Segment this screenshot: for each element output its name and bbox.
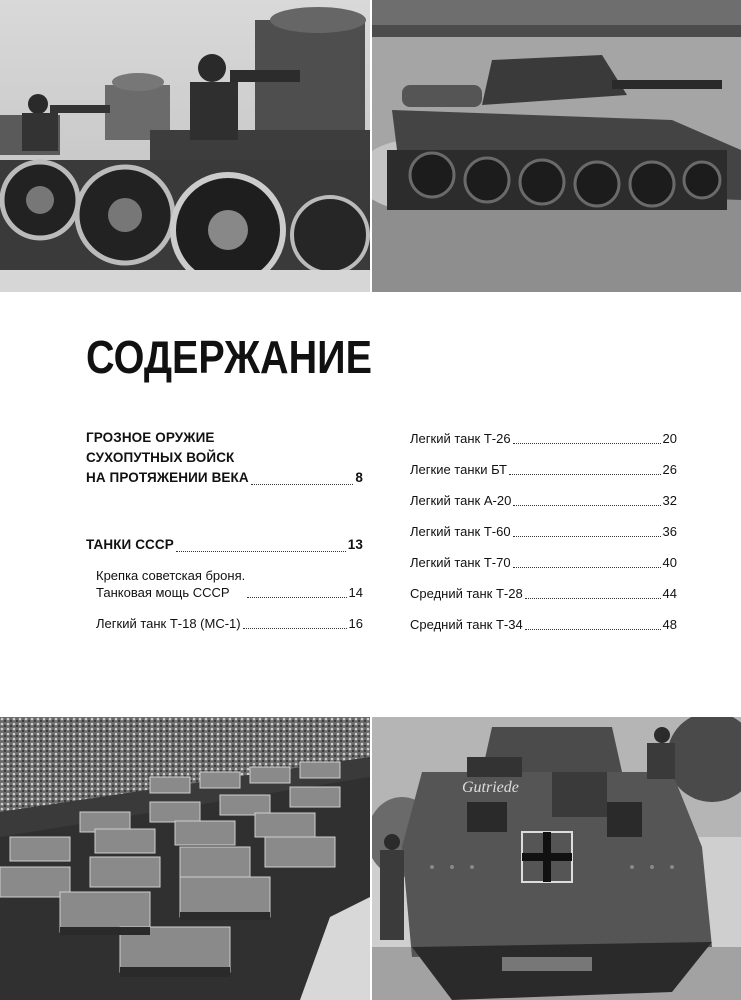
toc-entry-label: ГРОЗНОЕ ОРУЖИЕ СУХОПУТНЫХ ВОЙСК НА ПРОТЯЖЕНИИ ВЕКА [86, 430, 249, 485]
dotted-leader [525, 629, 661, 630]
dotted-leader [243, 628, 347, 629]
toc-page-number: 44 [662, 586, 677, 601]
toc-entry-section-1[interactable] [86, 428, 363, 488]
toc-entry-label: Легкий танк А-20 [410, 493, 512, 508]
toc-entry[interactable] [410, 616, 677, 633]
toc-page-number: 32 [662, 493, 677, 508]
toc-page-number: 8 [355, 470, 363, 485]
toc-entry[interactable] [410, 430, 677, 447]
toc-entry-label: Средний танк Т-34 [410, 617, 523, 632]
svg-text:Gutriede: Gutriede [462, 779, 519, 796]
page-title: СОДЕРЖАНИЕ [86, 331, 372, 383]
toc-entry-label: ТАНКИ СССР [86, 537, 174, 552]
toc-page-number: 36 [662, 524, 677, 539]
dotted-leader [509, 474, 661, 475]
toc-page-number: 13 [347, 537, 363, 552]
toc-entry-label: Легкий танк Т-70 [410, 555, 511, 570]
toc-entry[interactable] [410, 492, 677, 509]
toc-entry[interactable] [410, 554, 677, 571]
dotted-leader [251, 484, 354, 485]
toc-page-number: 26 [662, 462, 677, 477]
toc-entry[interactable] [410, 523, 677, 540]
dotted-leader [513, 567, 661, 568]
dotted-leader [247, 597, 346, 598]
dotted-leader [513, 443, 661, 444]
toc-entry-label: Легкий танк Т-26 [410, 431, 511, 446]
dotted-leader [513, 505, 660, 506]
toc-subsection-list [96, 567, 363, 632]
toc-entry-label: Легкие танки БТ [410, 462, 507, 477]
toc-entry[interactable] [96, 615, 363, 632]
toc-entry-label: Крепка советская броня. Танковая мощь СССР [96, 568, 246, 600]
toc-left-column [86, 428, 363, 646]
toc-entry[interactable] [410, 585, 677, 602]
photo-t34-field [372, 0, 741, 292]
toc-page-number: 40 [662, 555, 677, 570]
dotted-leader [176, 551, 346, 552]
photo-a7v-tank [372, 717, 741, 1000]
toc-page-number: 16 [348, 616, 363, 631]
toc-entry-section-2[interactable] [86, 535, 363, 555]
photo-light-tanks-parade [0, 717, 370, 1000]
toc-entry-label: Легкий танк Т-60 [410, 524, 511, 539]
toc-entry[interactable] [96, 567, 363, 601]
dotted-leader [525, 598, 661, 599]
toc-page-number: 20 [662, 431, 677, 446]
toc-page-number: 48 [662, 617, 677, 632]
toc-page-number: 14 [348, 585, 363, 600]
toc-entry[interactable] [410, 461, 677, 478]
photo-t18-column [0, 0, 370, 292]
toc-entry-label: Легкий танк Т-18 (МС-1) [96, 616, 241, 631]
toc-entry-label: Средний танк Т-28 [410, 586, 523, 601]
dotted-leader [513, 536, 661, 537]
toc-right-column [410, 430, 677, 647]
